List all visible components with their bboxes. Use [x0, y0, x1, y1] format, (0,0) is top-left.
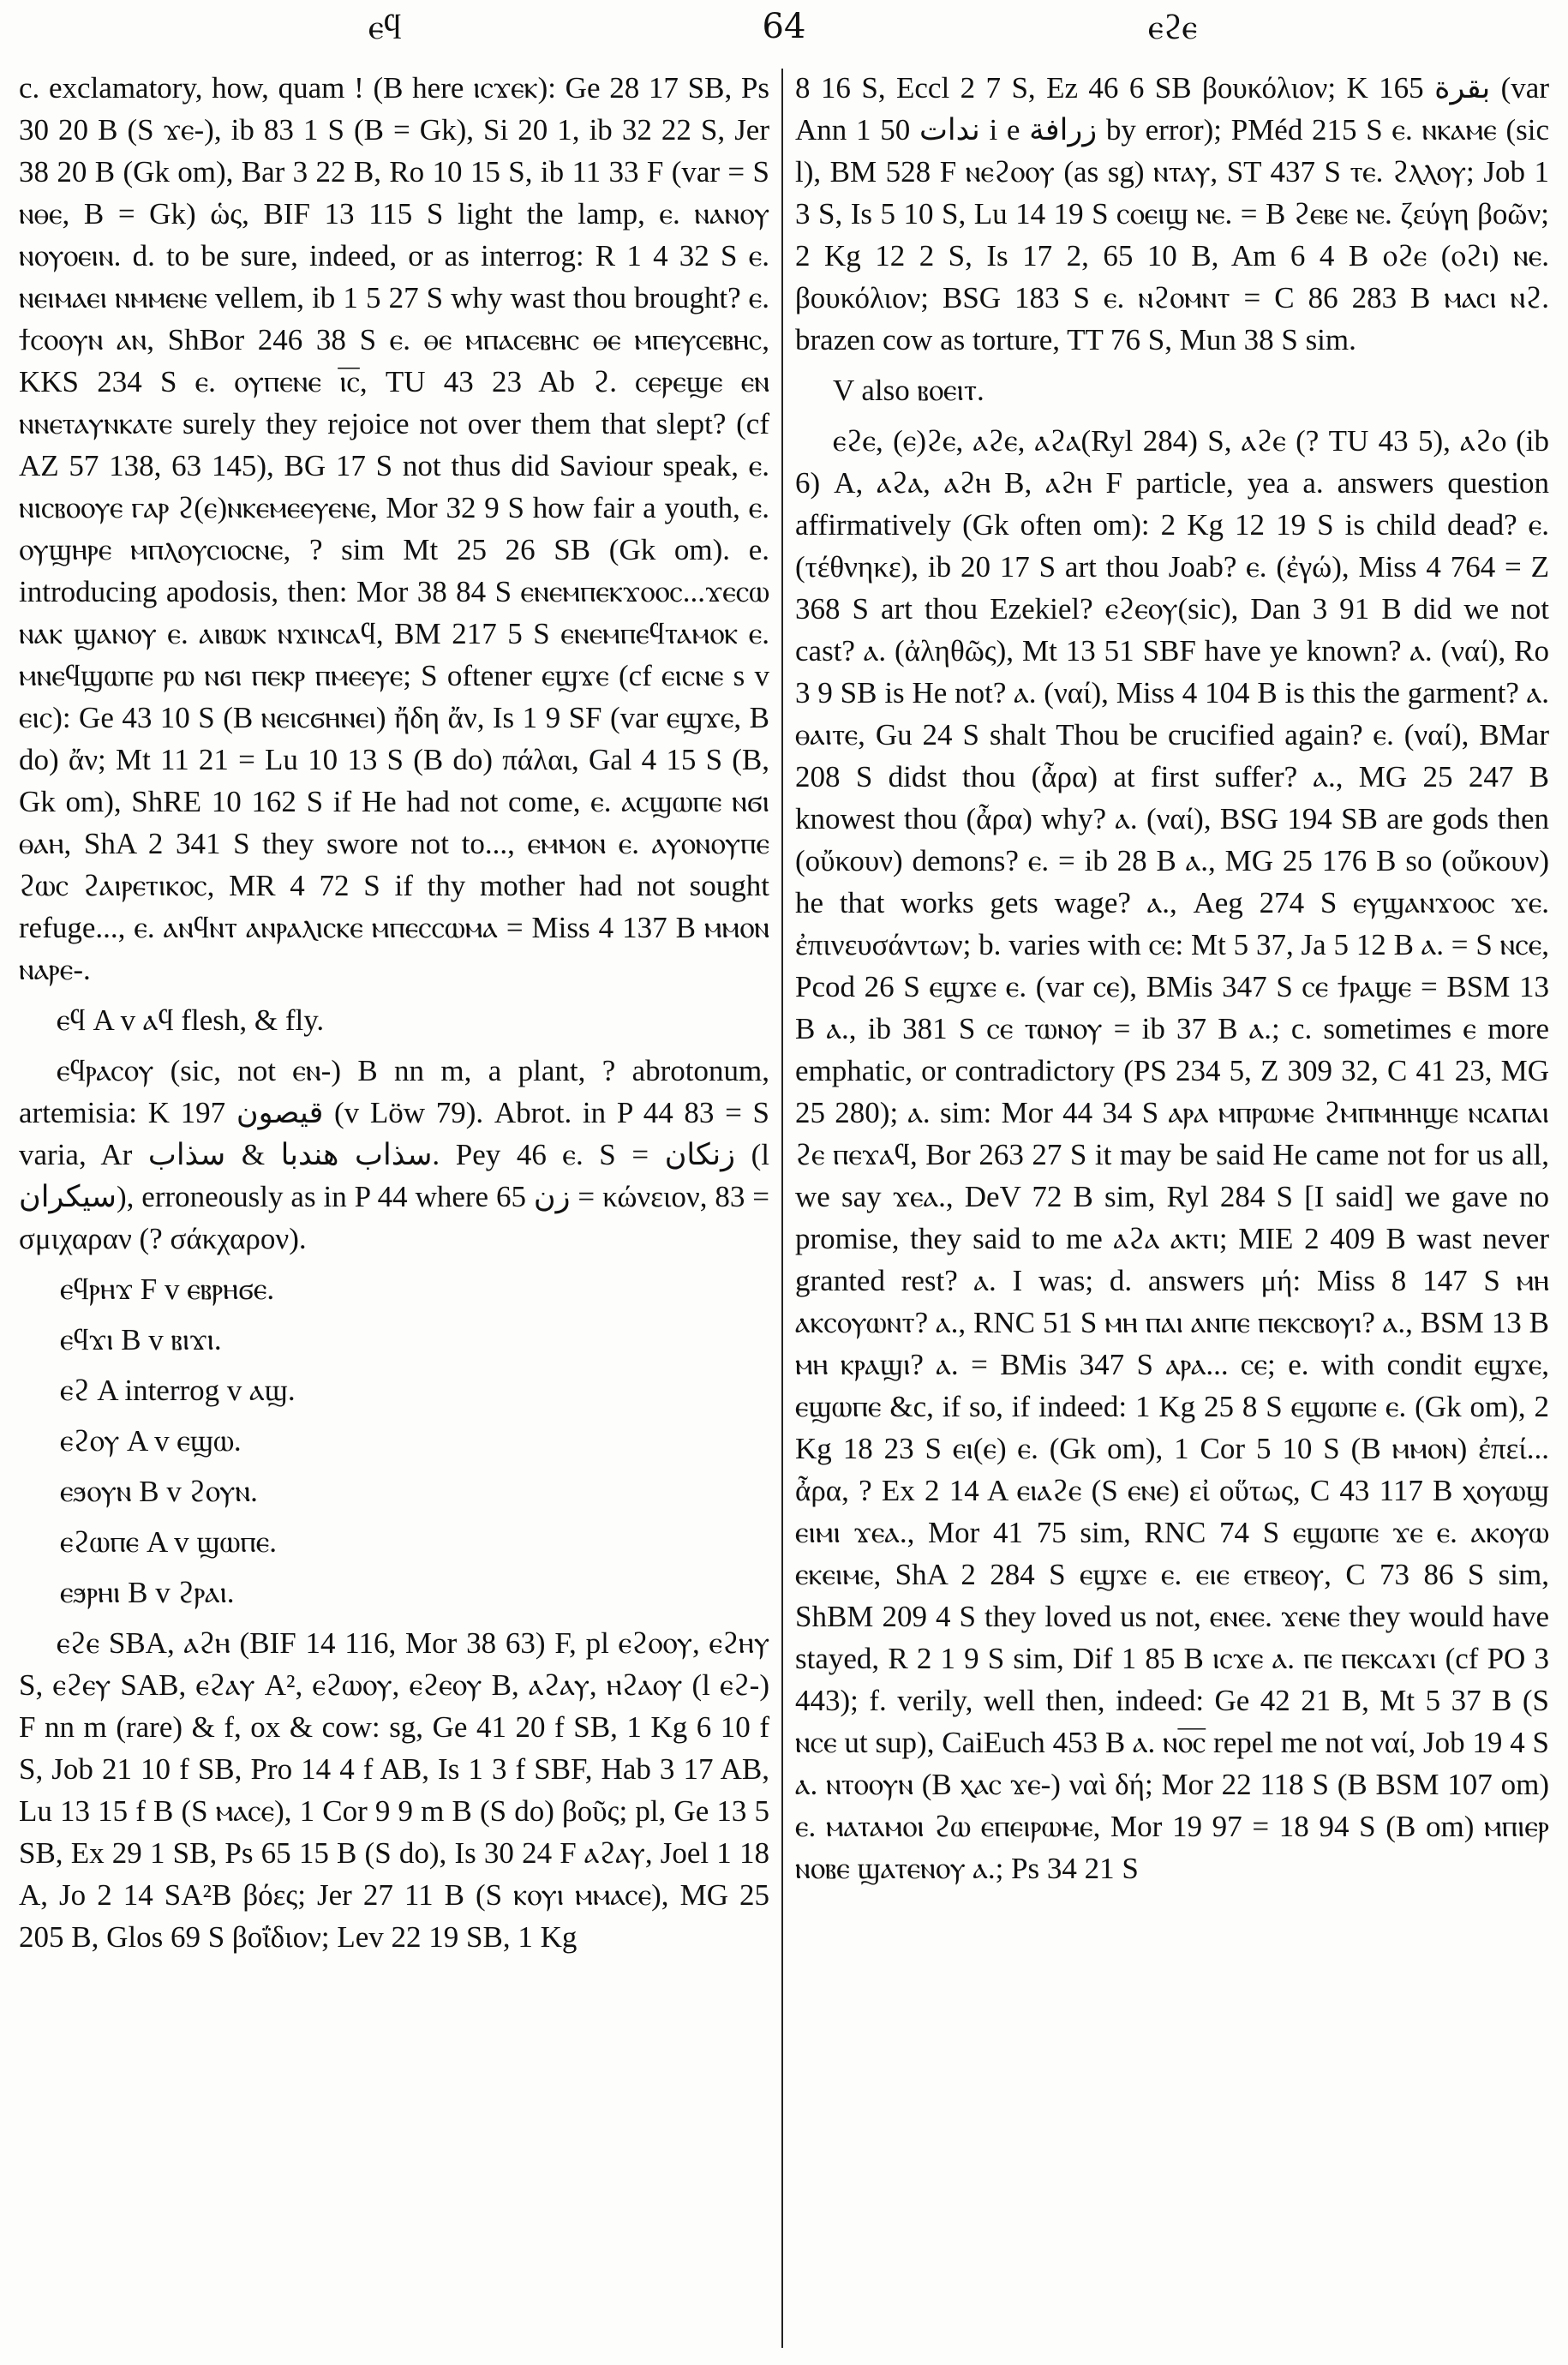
right-column: [795, 67, 1549, 1898]
column-divider: [781, 69, 783, 2348]
cross-reference: ⲉϧⲣⲏⲓ B v ϩⲣⲁⲓ.: [60, 1576, 235, 1609]
entry-paragraph: ⲉϩⲉ SBA, ⲁϩⲏ (BIF 14 116, Mor 38 63) F, pl ⲉϩⲟⲟⲩ, ⲉϩⲏⲩ S, ⲉϩⲉⲩ SAB, ⲉϩⲁⲩ A², ⲉϩⲱⲟⲩ, ⲉϩⲉⲟⲩ B, ⲁϩⲁⲩ, ⲏϩⲁⲟⲩ (l ⲉϩ-) F nn m (rare) & f, ox & cow: sg, Ge 41 20 f SB, 1 Kg 6 10 f S, Job 21 10 f SB, Pro 14 4 f AB, Is 1 3 f SBF, Hab 3 17 AB, Lu 13 15 f B (S ⲙⲁⲥⲉ), 1 Cor 9 9 m B (S do) βοῦς; pl, Ge 13 5 SB, Ex 29 1 SB, Ps 65 15 B (S do), Is 30 24 F ⲁϩⲁⲩ, Joel 1 18 A, Jo 2 14 SA²B βόες; Jer 27 11 B (S ⲕⲟⲩⲓ ⲙⲙⲁⲥⲉ), MG 25 205 B, Glos 69 S βοΐδιον; Lev 22 19 SB, 1 Kg: [19, 1626, 769, 1954]
page-header: [26, 7, 1542, 58]
entry-paragraph: ⲉϩⲉ, (ⲉ)ϩⲉ, ⲁϩⲉ, ⲁϩⲁ(Ryl 284) S, ⲁϩⲉ (? TU 43 5), ⲁϩⲟ (ib 6) A, ⲁϩⲁ, ⲁϩⲏ B, ⲁϩⲏ F particle, yea a. answers question affirmatively (Gk often om): 2 Kg 12 19 S is child dead? ⲉ. (τέθνηκε), ib 20 17 S art thou Joab? ⲉ. (ἐγώ), Miss 4 764 = Z 368 S art thou Ezekiel? ⲉϩⲉⲟⲩ(sic), Dan 3 91 B did we not cast? ⲁ. (ἀληθῶς), Mt 13 51 SBF have ye known? ⲁ. (ναί), Ro 3 9 SB is He not? ⲁ. (ναί), Miss 4 104 B is this the garment? ⲁ. ⲑⲁⲓⲧⲉ, Gu 24 S shalt Thou be crucified again? ⲉ. (ναί), BMar 208 S didst thou (ἆρα) at first suffer? ⲁ., MG 25 247 B knowest thou (ἆρα) why? ⲁ. (ναί), BSG 194 SB are gods then (οὔκουν) demons? ⲉ. = ib 28 B ⲁ., MG 25 176 B so (οὔκουν) he that works gets wage? ⲁ., Aeg 274 S ⲉⲩϣⲁⲛϫⲟⲟⲥ ϫⲉ. ἐπινευσάντων; b. varies with ⲥⲉ: Mt 5 37, Ja 5 12 B ⲁ. = S ⲛⲥⲉ, Pcod 26 S ⲉϣϫⲉ ⲉ. (var ⲥⲉ), BMis 347 S ⲥⲉ ϯⲣⲁϣⲉ = BSM 13 B ⲁ., ib 381 S ⲥⲉ ⲧⲱⲛⲟⲩ = ib 37 B ⲁ.; c. sometimes ⲉ more emphatic, or contradictory (PS 234 5, Z 309 32, C 41 23, MG 25 280); ⲁ. sim: Mor 44 34 S ⲁⲣⲁ ⲙⲡⲣⲱⲙⲉ ϩⲙⲡⲙⲏⲏϣⲉ ⲛⲥⲁⲡⲁⲓ ϩⲉ ⲡⲉϫⲁϥ, Bor 263 27 S it may be said He came not for us all, we say ϫⲉⲁ., DeV 72 B sim, Ryl 284 S [I said] we gave no promise, they said to me ⲁϩⲁ ⲁⲕⲧⲓ; MIE 2 409 B wast never granted rest? ⲁ. I was; d. answers μή: Miss 8 147 S ⲙⲏ ⲁⲕⲥⲟⲩⲱⲛⲧ? ⲁ., RNC 51 S ⲙⲏ ⲡⲁⲓ ⲁⲛⲡⲉ ⲡⲉⲕⲥⲃⲟⲩⲓ? ⲁ., BSM 13 B ⲙⲏ ⲕⲣⲁϣⲓ? ⲁ. = BMis 347 S ⲁⲣⲁ... ⲥⲉ; e. with condit ⲉϣϫⲉ, ⲉϣⲱⲡⲉ &c, if so, if indeed: 1 Kg 25 8 S ⲉϣⲱⲡⲉ ⲉ. (Gk om), 2 Kg 18 23 S ⲉⲓ(ⲉ) ⲉ. (Gk om), 1 Cor 5 10 S (B ⲙⲙⲟⲛ) ἐπεί... ἆρα, ? Ex 2 14 A ⲉⲓⲁϩⲉ (S ⲉⲛⲉ) εἰ οὕτως, C 43 117 B ⲭⲟⲩⲱϣ ⲉⲓⲙⲓ ϫⲉⲁ., Mor 41 75 sim, RNC 74 S ⲉϣⲱⲡⲉ ϫⲉ ⲉ. ⲁⲕⲟⲩⲱ ⲉⲕⲉⲓⲙⲉ, ShA 2 284 S ⲉϣϫⲉ ⲉ. ⲉⲓⲉ ⲉⲧⲃⲉⲟⲩ, C 73 86 S sim, ShBM 209 4 S they loved us not, ⲉⲛⲉⲉ. ϫⲉⲛⲉ they would have stayed, R 2 1 9 S sim, Dif 1 85 B ⲓⲥϫⲉ ⲁ. ⲡⲉ ⲡⲉⲕⲥⲁϫⲓ (cf PO 3 443); f. verily, well then, indeed: Ge 42 21 B, Mt 5 37 B (S ⲛⲥⲉ ut sup), CaiEuch 453 B ⲁ. ⲛⲟ̅ⲥ̅ repel me not ναί, Job 19 4 S ⲁ. ⲛⲧⲟⲟⲩⲛ (B ⲭⲁⲥ ϫⲉ-) ναὶ δή; Mor 22 118 S (B BSM 107 om) ⲉ. ⲙⲁⲧⲁⲙⲟⲓ ϩⲱ ⲉⲡⲉⲓⲣⲱⲙⲉ, Mor 19 97 = 18 94 S (B om) ⲙⲡⲓⲉⲣ ⲛⲟⲃⲉ ϣⲁⲧⲉⲛⲟⲩ ⲁ.; Ps 34 21 S: [795, 424, 1549, 1885]
cross-reference: V also ⲃⲟⲉⲓⲧ.: [833, 374, 984, 407]
cross-reference: ⲉϥⲣⲏϫ F v ⲉⲃⲣⲏϭⲉ.: [60, 1272, 275, 1306]
entry-paragraph: ⲉϥⲣⲁⲥⲟⲩ (sic, not ⲉⲛ-) B nn m, a plant, ? abrotonum, artemisia: K 197 قيصون (v Löw 79). Abrot. in P 44 83 = S varia, Ar سذاب هندبا & سذاب. Pey 46 ⲉ. S = زنكان (l سيكران), erroneously as in P 44 where 65 زن = κώνειον, 83 = σμιχαραν (? σάκχαρον).: [19, 1054, 769, 1255]
cross-reference: ⲉϥϫⲓ B v ⲃⲓϫⲓ.: [60, 1323, 222, 1356]
cross-reference: ⲉϩⲱⲡⲉ A v ϣⲱⲡⲉ.: [60, 1525, 278, 1559]
entry-paragraph: c. exclamatory, how, quam ! (B here ⲓⲥϫⲉⲕ): Ge 28 17 SB, Ps 30 20 B (S ϫⲉ-), ib 83 1 S (B = Gk), Si 20 1, ib 32 22 S, Jer 38 20 B (Gk om), Bar 3 22 B, Ro 10 15 S, ib 11 33 F (var = S ⲛⲑⲉ, B = Gk) ὡς, BIF 13 115 S light the lamp, ⲉ. ⲛⲁⲛⲟⲩ ⲛⲟⲩⲟⲉⲓⲛ. d. to be sure, indeed, or as interrog: R 1 4 32 S ⲉ. ⲛⲉⲓⲙⲁⲉⲓ ⲛⲙⲙⲉⲛⲉ vellem, ib 1 5 27 S why wast thou brought? ⲉ. ϯⲥⲟⲟⲩⲛ ⲁⲛ, ShBor 246 38 S ⲉ. ⲑⲉ ⲙⲡⲁⲥⲉⲃⲏⲥ ⲑⲉ ⲙⲡⲉⲩⲥⲉⲃⲏⲥ, KKS 234 S ⲉ. ⲟⲩⲡⲉⲛⲉ ⲓ̅ⲥ̅, TU 43 23 Ab ϩ. ⲥⲉⲣⲉϣⲉ ⲉⲛ ⲛⲛⲉⲧⲁⲩⲛⲕⲁⲧⲉ surely they rejoice not over them that slept? (cf AZ 57 138, 63 145), BG 17 S not thus did Saviour speak, ⲉ. ⲛⲓⲥⲃⲟⲟⲩⲉ ⲅⲁⲣ ϩ(ⲉ)ⲛⲕⲉⲙⲉⲉⲩⲉⲛⲉ, Mor 32 9 S how fair a youth, ⲉ. ⲟⲩϣⲏⲣⲉ ⲙⲡⲗⲟⲩⲥⲓⲟⲥⲛⲉ, ? sim Mt 25 26 SB (Gk om). e. introducing apodosis, then: Mor 38 84 S ⲉⲛⲉⲙⲡⲉⲕϫⲟⲟⲥ...ϫⲉⲥⲱ ⲛⲁⲕ ϣⲁⲛⲟⲩ ⲉ. ⲁⲓⲃⲱⲕ ⲛϫⲓⲛⲥⲁϥ, BM 217 5 S ⲉⲛⲉⲙⲡⲉϥⲧⲁⲙⲟⲕ ⲉ. ⲙⲛⲉϥϣⲱⲡⲉ ⲣⲱ ⲛϭⲓ ⲡⲉⲕⲣ ⲡⲙⲉⲉⲩⲉ; S oftener ⲉϣϫⲉ (cf ⲉⲓⲥⲛⲉ s v ⲉⲓⲥ): Ge 43 10 S (B ⲛⲉⲓⲥϭⲏⲛⲉⲓ) ἤδη ἄν, Is 1 9 SF (var ⲉϣϫⲉ, B do) ἄν; Mt 11 21 = Lu 10 13 S (B do) πάλαι, Gal 4 15 S (B, Gk om), ShRE 10 162 S if He had not come, ⲉ. ⲁⲥϣⲱⲡⲉ ⲛϭⲓ ⲑⲁⲏ, ShA 2 341 S they swore not to..., ⲉⲙⲙⲟⲛ ⲉ. ⲁⲩⲟⲛⲟⲩⲡⲉ ϩⲱⲥ ϩⲁⲓⲣⲉⲧⲓⲕⲟⲥ, MR 4 72 S if thy mother had not sought refuge..., ⲉ. ⲁⲛϥⲛⲧ ⲁⲛⲣⲁⲗⲓⲥⲕⲉ ⲙⲡⲉⲥⲥⲱⲙⲁ = Miss 4 137 B ⲙⲙⲟⲛ ⲛⲁⲣⲉ-.: [19, 71, 769, 986]
entry-paragraph: 8 16 S, Eccl 2 7 S, Ez 46 6 SB βουκόλιον; K 165 بقرة (var Ann 1 50 ندات i e زرافة by error); PMéd 215 S ⲉ. ⲛⲕⲁⲙⲉ (sic l), BM 528 F ⲛⲉϩⲟⲟⲩ (as sg) ⲛⲧⲁⲩ, ST 437 S ⲧⲉ. ϩⲗⲗⲟⲩ; Job 1 3 S, Is 5 10 S, Lu 14 19 S ⲥⲟⲉⲓϣ ⲛⲉ. = B ϩⲉⲃⲉ ⲛⲉ. ζεύγη βοῶν; 2 Kg 12 2 S, Is 17 2, 65 10 B, Am 6 4 B ⲟϩⲉ (ⲟϩⲓ) ⲛⲉ. βουκόλιον; BSG 183 S ⲉ. ⲛϩⲟⲙⲛⲧ = C 86 283 B ⲙⲁⲥⲓ ⲛϩ. brazen cow as torture, TT 76 S, Mun 38 S sim.: [795, 71, 1550, 356]
cross-reference: ⲉϧⲟⲩⲛ B v ϩⲟⲩⲛ.: [60, 1475, 258, 1508]
left-column: [19, 67, 769, 1967]
header-right-catchword: ⲉϩⲉ: [1148, 8, 1198, 47]
header-left-catchword: ⲉϥ: [368, 8, 402, 47]
cross-reference: ⲉϩⲟⲩ A v ⲉϣⲱ.: [60, 1424, 242, 1458]
entry-paragraph: ⲉϥ A v ⲁϥ flesh, & fly.: [57, 1003, 325, 1037]
page-number: 64: [762, 7, 806, 46]
cross-reference: ⲉϩ A interrog v ⲁϣ.: [60, 1374, 296, 1407]
